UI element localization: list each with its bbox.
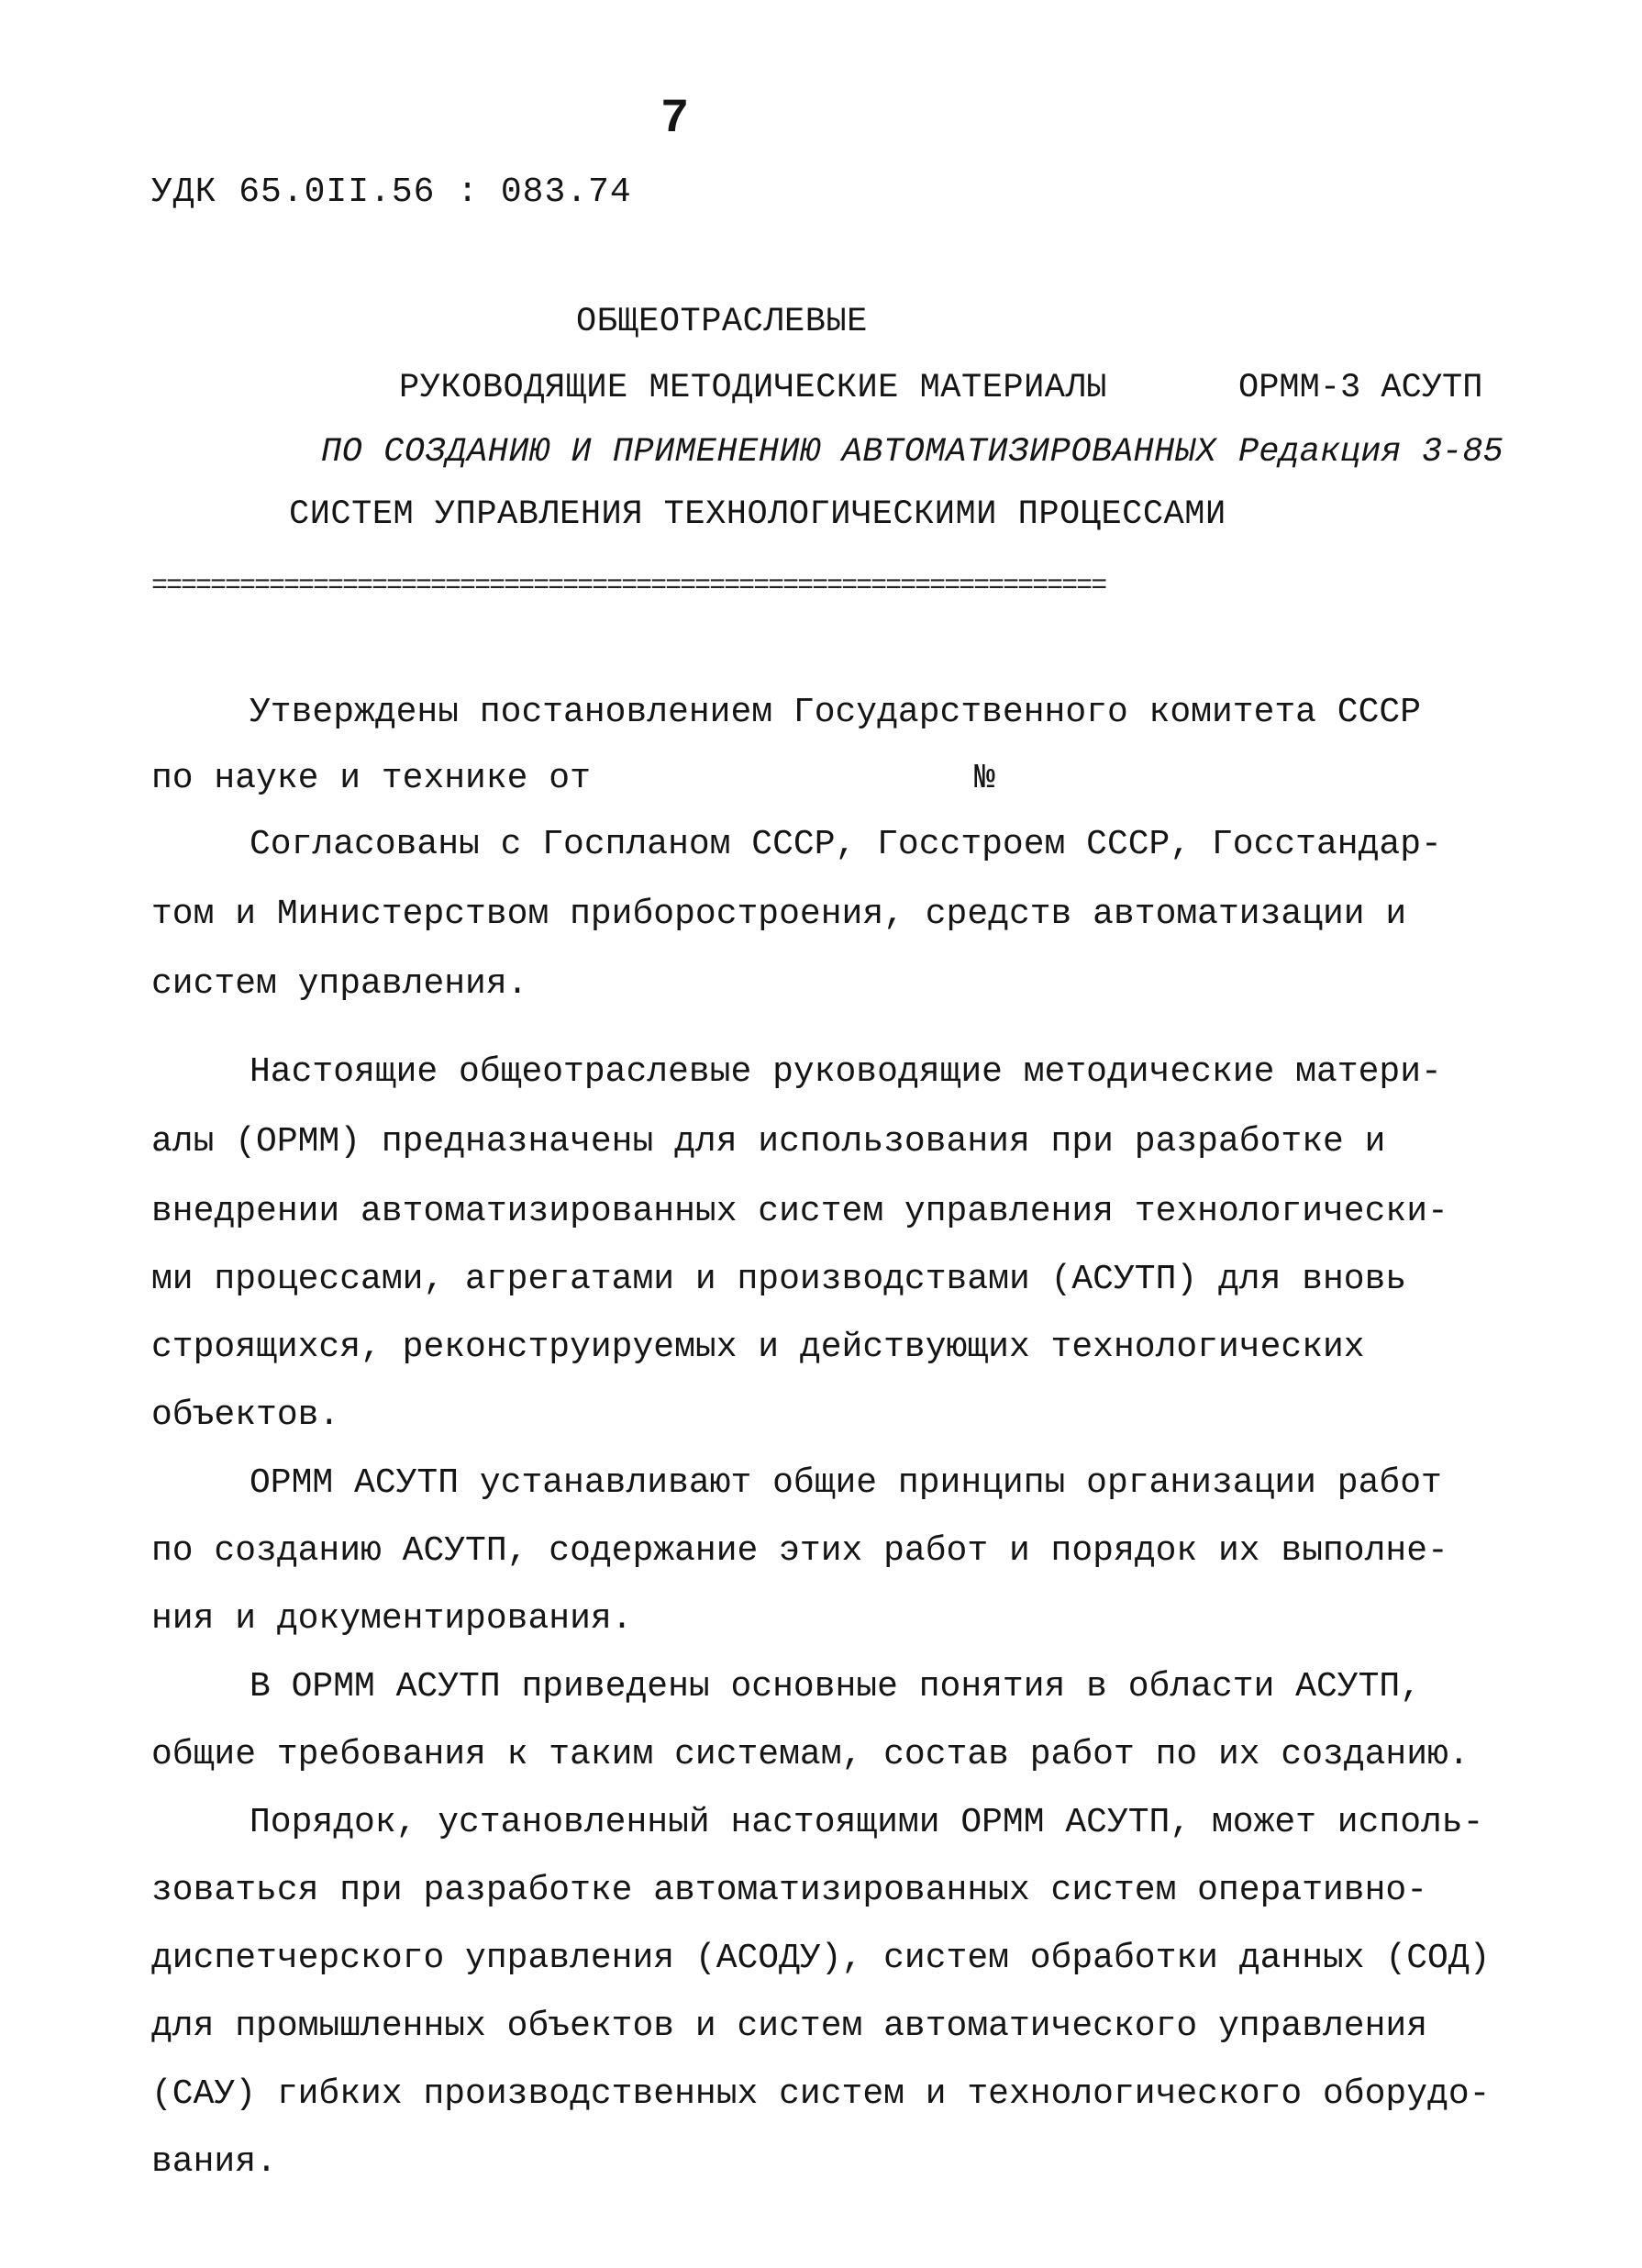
usage-line-5: (САУ) гибких производственных систем и технологического оборудо- [151,2074,1491,2114]
page-number: 7 [660,92,690,146]
purpose-line-4: ми процессами, агрегатами и производствами (АСУТП) для вновь [151,1260,1407,1299]
separator-line: ================================================================= [151,576,1106,596]
usage-line-1: Порядок, установленный настоящими ОРММ АСУТП, может исполь- [250,1803,1484,1842]
purpose-line-5: строящихся, реконструируемых и действующих технологических [151,1328,1365,1367]
agreed-line-3: систем управления. [151,964,528,1004]
purpose-line-3: внедрении автоматизированных систем управления технологически- [151,1192,1448,1231]
title-line-1: ОБЩЕОТРАСЛЕВЫЕ [576,303,868,341]
approved-line-1: Утверждены постановлением Государственного комитета СССР [250,693,1422,732]
principles-line-3: ния и документирования. [151,1599,633,1639]
purpose-line-6: объектов. [151,1395,340,1435]
usage-line-4: для промышленных объектов и систем автоматического управления [151,2007,1428,2046]
concepts-line-1: В ОРММ АСУТП приведены основные понятия в области АСУТП, [250,1667,1422,1707]
purpose-line-1: Настоящие общеотраслевые руководящие методические матери- [250,1052,1442,1092]
agreed-line-1: Согласованы с Госпланом СССР, Госстроем СССР, Госстандар- [250,825,1442,864]
document-code: ОРММ-3 АСУТП [1238,369,1483,407]
usage-line-3: диспетчерского управления (АСОДУ), систем обработки данных (СОД) [151,1939,1491,1978]
udk-code: УДК 65.0II.56 : 083.74 [151,172,632,212]
title-line-2: РУКОВОДЯЩИЕ МЕТОДИЧЕСКИЕ МАТЕРИАЛЫ [399,369,1107,407]
edition-label: Редакция 3-85 [1238,433,1503,472]
purpose-line-2: алы (ОРММ) предназначены для использования при разработке и [151,1122,1386,1162]
title-line-3: ПО СОЗДАНИЮ И ПРИМЕНЕНИЮ АВТОМАТИЗИРОВАННЫХ [321,433,1217,472]
principles-line-2: по созданию АСУТП, содержание этих работ и порядок их выполне- [151,1531,1448,1571]
usage-line-2: зоваться при разработке автоматизированных систем оперативно- [151,1871,1428,1910]
agreed-line-2: том и Министерством приборостроения, средств автоматизации и [151,895,1407,934]
approved-line-2: по науке и технике от [151,759,591,798]
title-line-4: СИСТЕМ УПРАВЛЕНИЯ ТЕХНОЛОГИЧЕСКИМИ ПРОЦЕССАМИ [289,495,1226,534]
number-sign: № [974,759,995,798]
concepts-line-2: общие требования к таким системам, состав работ по их созданию. [151,1735,1470,1774]
usage-line-6: вания. [151,2142,277,2182]
principles-line-1: ОРММ АСУТП устанавливают общие принципы организации работ [250,1463,1442,1503]
